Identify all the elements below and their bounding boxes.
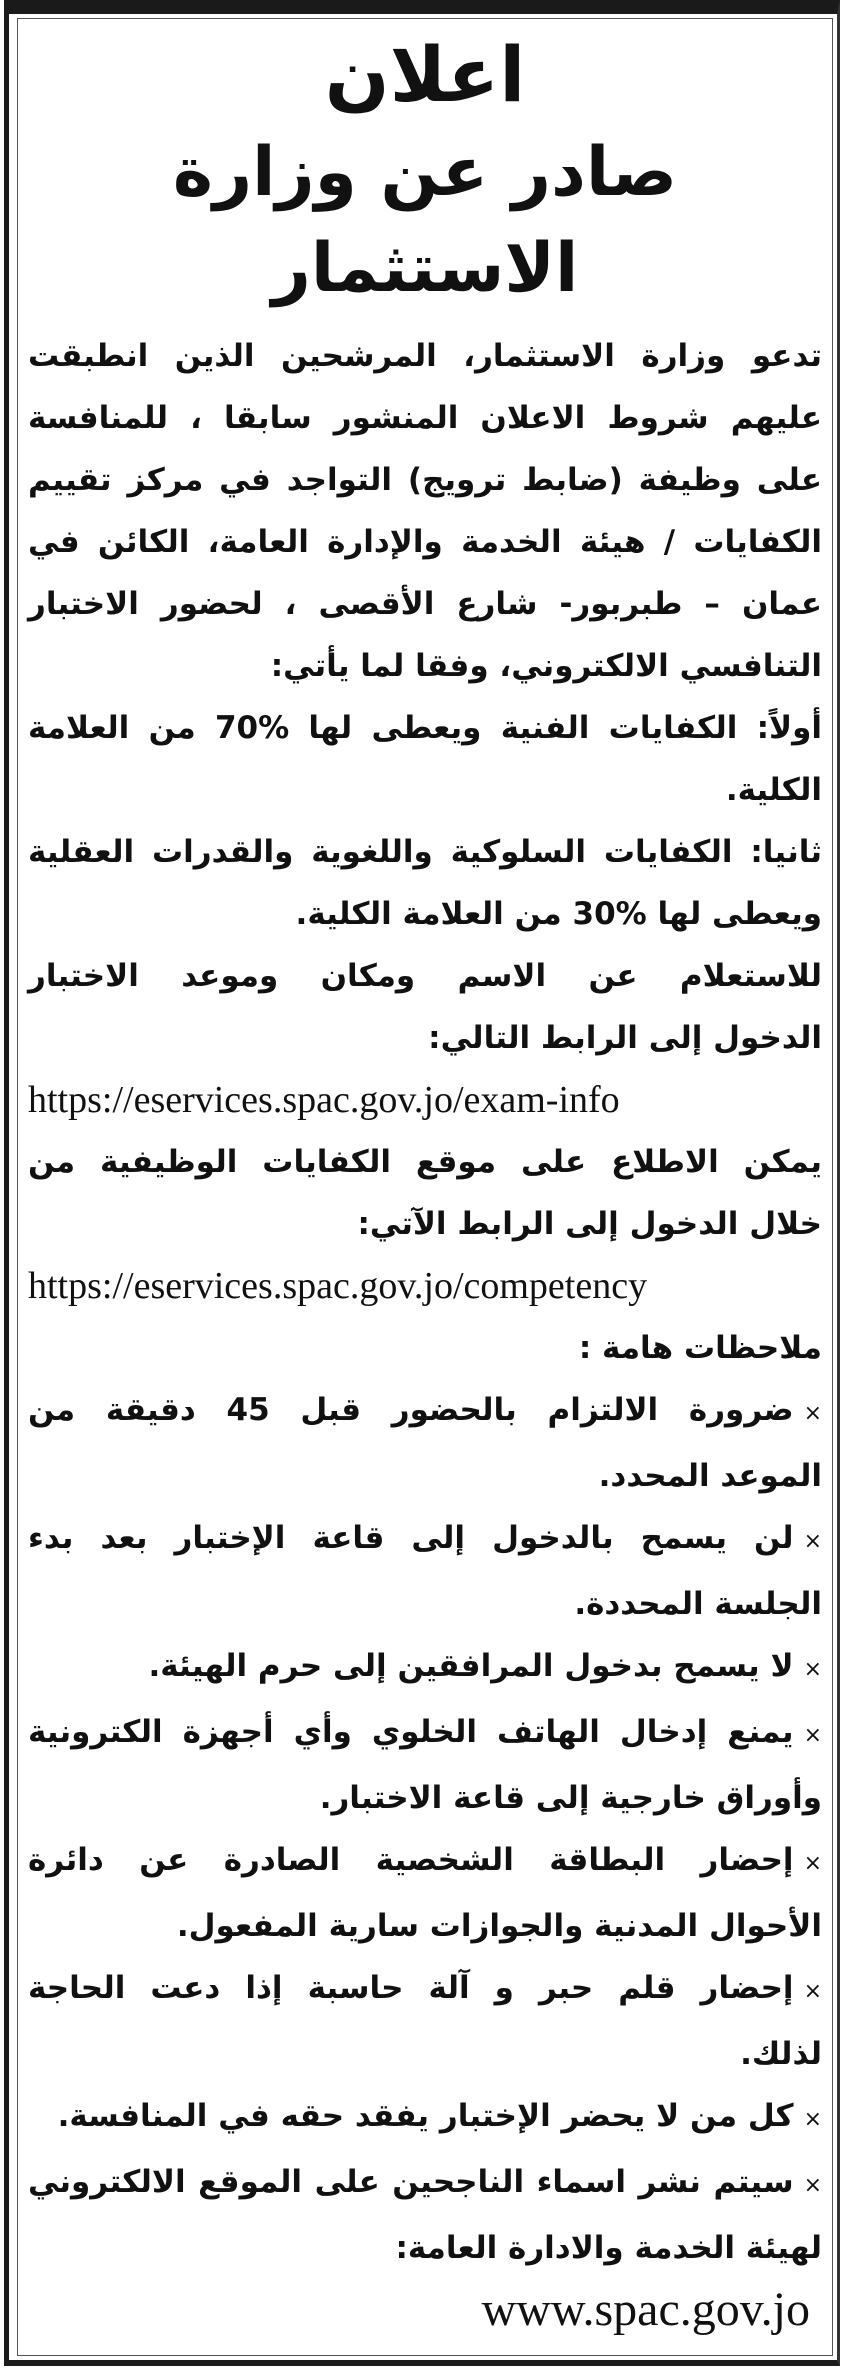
criteria-first: أولاً: الكفايات الفنية ويعطى لها %70 من العلامة	[28, 710, 822, 746]
body-line: الكلية.	[725, 772, 822, 808]
body-line: عليهم شروط الاعلان المنشور سابقا ، للمنافسة	[28, 400, 822, 436]
note-item	[28, 1829, 822, 1895]
note-item	[28, 1507, 822, 1573]
body-line: لهيئة الخدمة والادارة العامة:	[395, 2230, 822, 2266]
bullet-x-icon: ×	[803, 1401, 822, 1426]
bullet-x-icon: ×	[803, 1529, 822, 1554]
note-item	[28, 2151, 822, 2217]
note-item	[28, 1379, 822, 1445]
notes-heading: ملاحظات هامة :	[578, 1330, 822, 1366]
note-text: ضرورة الالتزام بالحضور قبل 45 دقيقة من	[28, 1392, 794, 1428]
bullet-x-icon: ×	[803, 1723, 822, 1748]
announcement-title: اعلان	[324, 30, 526, 119]
announcement-subtitle: صادر عن وزارة الاستثمار	[172, 133, 678, 308]
body-line: الأحوال المدنية والجوازات سارية المفعول.	[176, 1908, 822, 1944]
body-line: يمكن الاطلاع على موقع الكفايات الوظيفية من	[28, 1144, 822, 1180]
body-line: خلال الدخول إلى الرابط الآتي:	[357, 1206, 822, 1242]
note-item	[28, 1701, 822, 1767]
note-item	[28, 2085, 822, 2151]
body-line: عمان – طبربور- شارع الأقصى ، لحضور الاختبار	[28, 586, 822, 622]
note-text: إحضار قلم حبر و آلة حاسبة إذا دعت الحاجة	[28, 1970, 794, 2006]
body-line: الجلسة المحددة.	[574, 1586, 822, 1622]
note-text: سيتم نشر اسماء الناجحين على الموقع الالكتروني	[28, 2164, 794, 2200]
bullet-x-icon: ×	[803, 1657, 822, 1682]
body-line: ويعطى لها %30 من العلامة الكلية.	[295, 896, 822, 932]
note-text: يمنع إدخال الهاتف الخلوي وأي أجهزة الكترونية	[28, 1714, 794, 1750]
note-item	[28, 1635, 822, 1701]
competency-link[interactable]: https://eservices.spac.gov.jo/competency	[28, 1265, 648, 1307]
ad-border	[4, 0, 840, 2366]
body-line: وأوراق خارجية إلى قاعة الاختبار.	[319, 1780, 822, 1816]
website-link[interactable]: www.spac.gov.jo	[481, 2283, 810, 2336]
note-item	[28, 1957, 822, 2023]
exam-info-link[interactable]: https://eservices.spac.gov.jo/exam-info	[28, 1079, 620, 1121]
body-line: على وظيفة (ضابط ترويج) التواجد في مركز تقييم	[28, 462, 822, 498]
note-text: كل من لا يحضر الإختبار يفقد حقه في المنافسة.	[57, 2098, 794, 2134]
body-line: الموعد المحدد.	[598, 1458, 822, 1494]
body-line: التنافسي الالكتروني، وفقا لما يأتي:	[270, 648, 822, 684]
announcement-body	[28, 325, 822, 2341]
bullet-x-icon: ×	[803, 1851, 822, 1876]
criteria-second: ثانيا: الكفايات السلوكية واللغوية والقدرات العقلية	[28, 834, 822, 870]
note-text: إحضار البطاقة الشخصية الصادرة عن دائرة	[28, 1842, 794, 1878]
body-line: للاستعلام عن الاسم ومكان وموعد الاختبار	[28, 958, 822, 994]
note-text: لن يسمح بالدخول إلى قاعة الإختبار بعد بدء	[28, 1520, 794, 1556]
body-line: لذلك.	[740, 2036, 822, 2072]
body-line: الكفايات / هيئة الخدمة والإدارة العامة، الكائن في	[28, 524, 822, 560]
ad-inner-border	[17, 18, 833, 2356]
body-line: الدخول إلى الرابط التالي:	[428, 1020, 822, 1056]
bullet-x-icon: ×	[803, 2107, 822, 2132]
bullet-x-icon: ×	[803, 2173, 822, 2198]
body-line: تدعو وزارة الاستثمار، المرشحين الذين انطبقت	[28, 338, 822, 374]
bullet-x-icon: ×	[803, 1979, 822, 2004]
note-text: لا يسمح بدخول المرافقين إلى حرم الهيئة.	[148, 1648, 794, 1684]
